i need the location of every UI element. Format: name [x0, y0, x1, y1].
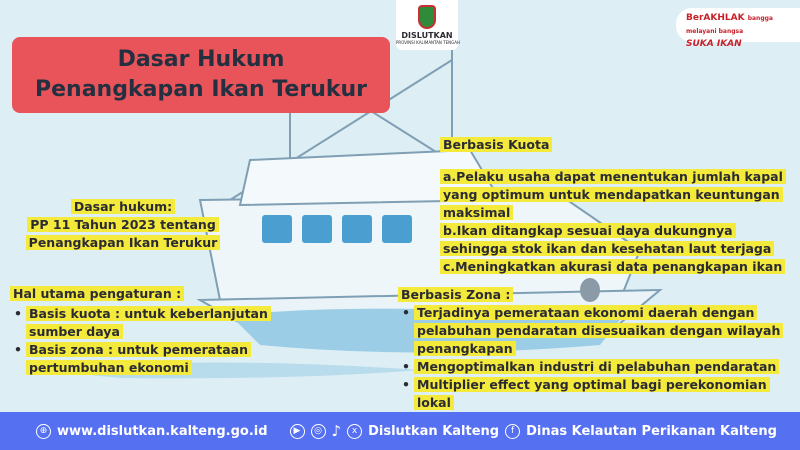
- item-text: Basis kuota : untuk keberlanjutan sumber daya: [26, 306, 271, 339]
- website-link[interactable]: www.dislutkan.kalteng.go.id: [57, 423, 268, 439]
- x-icon[interactable]: x: [347, 424, 362, 439]
- footer: [0, 412, 800, 450]
- item-text: Multiplier effect yang optimal bagi perekonomian lokal: [414, 377, 770, 410]
- tiktok-icon[interactable]: ♪: [331, 422, 342, 440]
- quota-section: [440, 136, 795, 276]
- legal-line3: Penangkapan Ikan Terukur: [26, 235, 221, 250]
- page-title: [12, 37, 390, 113]
- list-item: [398, 376, 783, 412]
- legal-line1: Dasar hukum:: [71, 199, 175, 214]
- main-points: [10, 285, 270, 377]
- list-item: [10, 341, 270, 377]
- zone-heading: Berbasis Zona :: [398, 287, 513, 302]
- legal-basis: [18, 198, 228, 252]
- logo-subtext: PROVINSI KALIMANTAN TENGAH: [396, 40, 460, 45]
- facebook-icon[interactable]: f: [505, 424, 520, 439]
- legal-line2: PP 11 Tahun 2023 tentang: [27, 217, 219, 232]
- facebook-page[interactable]: Dinas Kelautan Perikanan Kalteng: [526, 423, 777, 439]
- item-text: Mengoptimalkan industri di pelabuhan pendaratan: [414, 359, 779, 374]
- quota-item: c.Meningkatkan akurasi data penangkapan ikan: [440, 259, 785, 274]
- berakhlak-logo: [676, 8, 800, 49]
- item-text: Basis zona : untuk pemerataan pertumbuhan ekonomi: [26, 342, 251, 375]
- main-points-heading: Hal utama pengaturan :: [10, 286, 184, 301]
- item-text: Terjadinya pemerataan ekonomi daerah dengan pelabuhan pendaratan disesuaikan dengan wilayah penangkapan: [414, 305, 783, 356]
- emblem-icon: [418, 5, 436, 29]
- globe-icon: ⊕: [36, 424, 51, 439]
- instagram-icon[interactable]: ◎: [311, 424, 326, 439]
- dislutkan-logo: [396, 0, 458, 50]
- brand-line2: SUKA IKAN: [686, 39, 742, 49]
- title-line1: Dasar Hukum: [117, 47, 285, 72]
- list-item: [10, 305, 270, 341]
- list-item: [398, 304, 783, 358]
- social-handle[interactable]: Dislutkan Kalteng: [368, 423, 500, 439]
- logo-text: DISLUTKAN: [401, 31, 453, 40]
- title-line2: Penangkapan Ikan Terukur: [35, 77, 367, 102]
- quota-item: a.Pelaku usaha dapat menentukan jumlah kapal yang optimum untuk mendapatkan keuntungan maksimal: [440, 169, 786, 220]
- quota-heading: Berbasis Kuota: [440, 137, 552, 152]
- list-item: [398, 358, 783, 376]
- quota-item: b.Ikan ditangkap sesuai daya dukungnya sehingga stok ikan dan kesehatan laut terjaga: [440, 223, 774, 256]
- youtube-icon[interactable]: ▶: [290, 424, 305, 439]
- brand-line1: BerAKHLAK: [686, 13, 745, 23]
- brand-tag: bangga melayani bangsa: [686, 15, 773, 35]
- zone-section: [398, 286, 783, 412]
